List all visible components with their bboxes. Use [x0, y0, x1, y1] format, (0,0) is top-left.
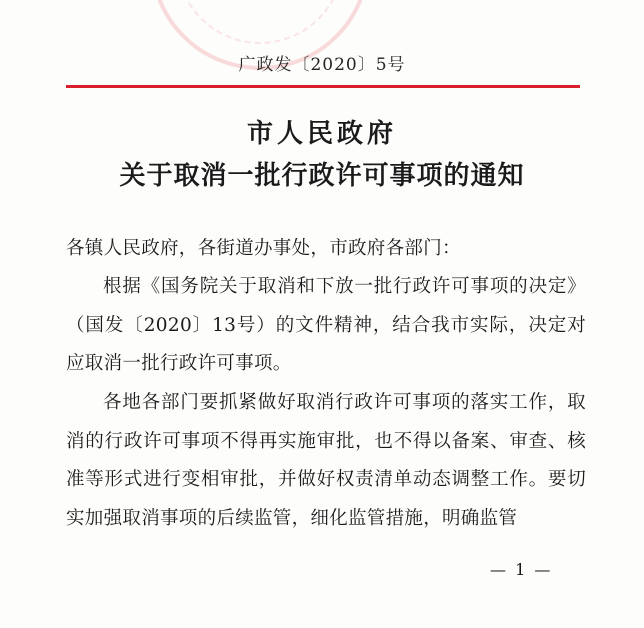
- document-title-subject: 关于取消一批行政许可事项的通知: [119, 161, 525, 191]
- document-title-issuer: 市人民政府: [246, 119, 397, 149]
- body-paragraph-1: 根据《国务院关于取消和下放一批行政许可事项的决定》（国发〔2020〕13号）的文件精神，结合我市实际，决定对应取消一批行政许可事项。: [66, 276, 586, 374]
- red-separator-line: [66, 85, 580, 88]
- page-number: — 1 —: [490, 560, 553, 579]
- addressee-line: 各镇人民政府，各街道办事处，市政府各部门：: [66, 238, 461, 259]
- body-paragraph-2: 各地各部门要抓紧做好取消行政许可事项的落实工作，取消的行政许可事项不得再实施审批，也不得以备案、审查、核准等形式进行变相审批，并做好权责清单动态调整工作。要切实加强取消事项的后续监管，细化监管措施，明确监管: [66, 392, 586, 529]
- document-number: 广政发〔2020〕5号: [238, 55, 406, 75]
